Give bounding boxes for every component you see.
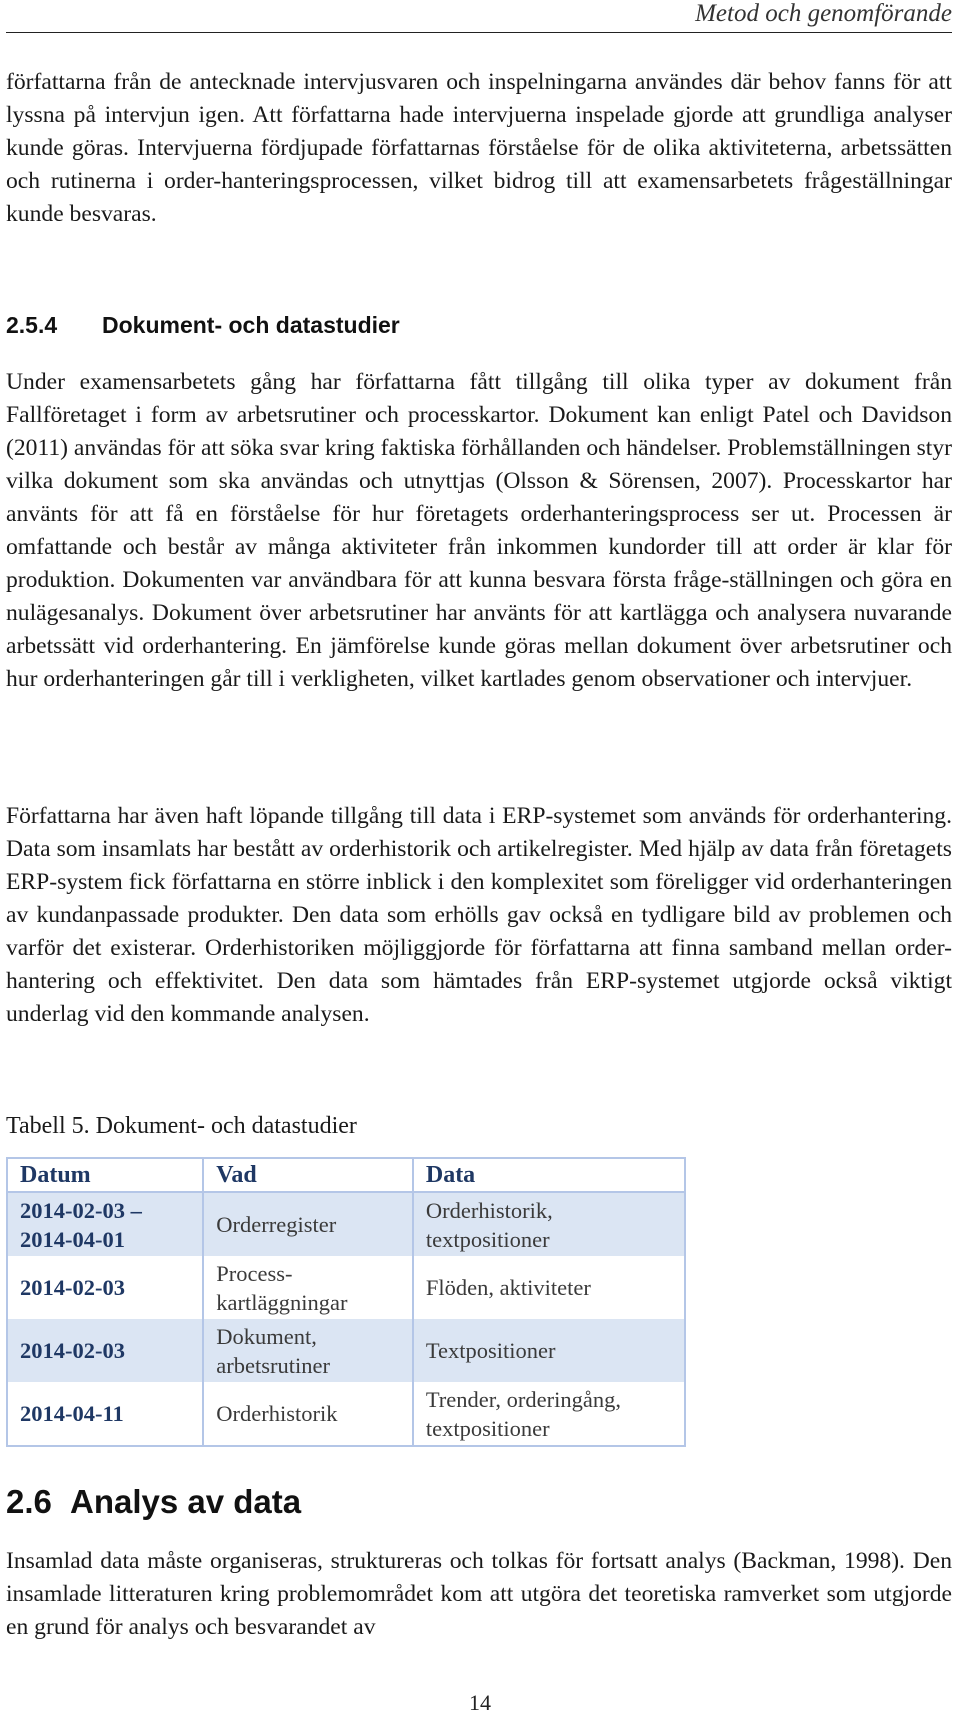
- paragraph-analysis: Insamlad data måste organiseras, struktureras och tolkas för fortsatt analys (Backman, 1998). Den insamlade litteraturen kring problemområdet kom att utgöra det teoretiska ramverket som utgjorde en grund för analys och besvarandet av: [6, 1548, 952, 1640]
- table-header-vad: Vad: [203, 1158, 413, 1192]
- table-cell-datum: 2014-02-03 – 2014-04-01: [7, 1192, 203, 1256]
- section-title: Analys av data: [70, 1483, 302, 1520]
- table-cell-data: Trender, orderingång, textpositioner: [413, 1382, 685, 1446]
- section-number: 2.6: [6, 1483, 52, 1520]
- section-number: 2.5.4: [6, 312, 58, 338]
- page-number: 14: [469, 1690, 491, 1715]
- table-cell-data: Textpositioner: [413, 1319, 685, 1382]
- table-cell-datum: 2014-04-11: [7, 1382, 203, 1446]
- table-cell-vad: Process-kartläggningar: [203, 1256, 413, 1319]
- data-table: [6, 1157, 686, 1447]
- table-cell-data: Orderhistorik, textpositioner: [413, 1192, 685, 1256]
- table-header-row: [7, 1158, 685, 1192]
- section-heading-2-5-4: [6, 312, 400, 339]
- section-heading-2-6: [6, 1483, 301, 1521]
- table-cell-datum: 2014-02-03: [7, 1256, 203, 1319]
- table-caption: Tabell 5. Dokument- och datastudier: [6, 1113, 357, 1139]
- paragraph-intro: författarna från de antecknade intervjusvaren och inspelningarna användes där behov fanns för att lyssna på intervjun igen. Att författarna hade intervjuerna inspelade gjorde att grundliga analyser kunde göras. Intervjuerna fördjupade författarnas förståelse för de olika aktiviteterna, arbetssätten och rutinerna i order-hanteringsprocessen, vilket bidrog till att examensarbetets frågeställningar kunde besvaras.: [6, 69, 952, 227]
- paragraph-documents: Under examensarbetets gång har författarna fått tillgång till olika typer av dokument från Fallföretaget i form av arbetsrutiner och processkartor. Dokument kan enligt Patel och Davidson (2011) användas för att söka svar kring faktiska förhållanden och händelser. Problemställningen styr vilka dokument som ska användas och utnyttjas (Olsson & Sörensen, 2007). Processkartor har använts för att få en förståelse för hur företagets orderhanteringsprocess ser ut. Processen är omfattande och består av många aktiviteter från inkommen kundorder till att order är klar för produktion. Dokumenten var användbara för att kunna besvara första fråge-ställningen och göra en nulägesanalys. Dokument över arbetsrutiner har använts för att kartlägga och analysera nuvarande arbetssätt vid orderhantering. En jämförelse kunde göras mellan dokument över arbetsrutiner och hur orderhanteringen går till i verkligheten, vilket kartlades genom observationer och intervjuer.: [6, 369, 952, 692]
- table-row: [7, 1192, 685, 1256]
- section-title: Dokument- och datastudier: [102, 312, 400, 338]
- table-header-datum: Datum: [7, 1158, 203, 1192]
- table-cell-vad: Orderregister: [203, 1192, 413, 1256]
- header-rule: [6, 32, 952, 33]
- running-header: Metod och genomförande: [695, 0, 952, 27]
- table-cell-datum: 2014-02-03: [7, 1319, 203, 1382]
- paragraph-erp: Författarna har även haft löpande tillgång till data i ERP-systemet som används för orderhantering. Data som insamlats har bestått av orderhistorik och artikelregister. Med hjälp av data från företagets ERP-system fick författarna en större inblick i den komplexitet som föreligger vid orderhanteringen av kundanpassade produkter. Den data som erhölls gav också en tydligare bild av problemen och varför det existerar. Orderhistoriken möjliggjorde för författarna att finna samband mellan order-hantering och effektivitet. Den data som hämtades från ERP-systemet utgjorde också viktigt underlag vid den kommande analysen.: [6, 803, 952, 1027]
- table-header-data: Data: [413, 1158, 685, 1192]
- table-cell-vad: Dokument, arbetsrutiner: [203, 1319, 413, 1382]
- table-cell-vad: Orderhistorik: [203, 1382, 413, 1446]
- table-row: [7, 1256, 685, 1319]
- table-row: [7, 1319, 685, 1382]
- table-row: [7, 1382, 685, 1446]
- table-cell-data: Flöden, aktiviteter: [413, 1256, 685, 1319]
